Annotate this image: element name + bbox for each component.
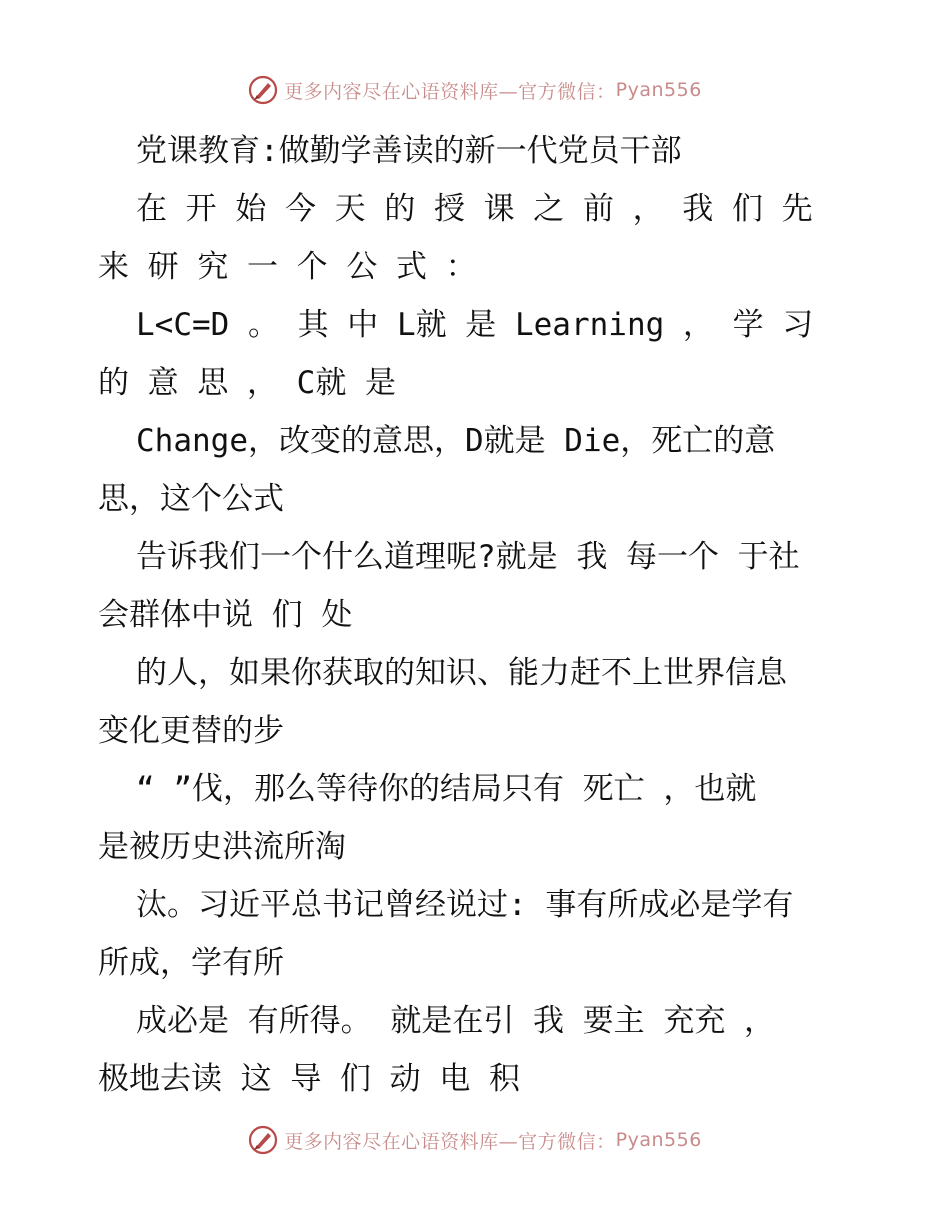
- text-line: 的人，如果你获取的知识、能力赶不上世界信息: [136, 655, 787, 691]
- watermark-text: 更多内容尽在心语资料库—官方微信：: [284, 1130, 616, 1153]
- text-line: 是被历史洪流所淘: [98, 829, 346, 865]
- text-line: L<C=D 。 其 中 L就 是 Learning ， 学 习: [136, 307, 814, 343]
- text-line: “ ”伐，那么等待你的结局只有 死亡 ，也就: [136, 771, 757, 807]
- text-line: 的 意 思 ， C就 是: [98, 365, 396, 401]
- header-watermark: [0, 70, 950, 110]
- pen-logo-icon: [248, 75, 278, 105]
- text-line: 思，这个公式: [98, 481, 284, 517]
- pen-logo-icon: [248, 1125, 278, 1155]
- text-line: 极地去读 这 导 们 动 电 积: [98, 1061, 520, 1097]
- watermark-text: 更多内容尽在心语资料库—官方微信：: [284, 80, 616, 103]
- text-line: 所成，学有所: [98, 945, 284, 981]
- document-body: [98, 122, 858, 1108]
- document-title: 党课教育:做勤学善读的新一代党员干部: [136, 133, 682, 169]
- watermark-account: Pyan556: [615, 79, 702, 101]
- text-line: Change，改变的意思，D就是 Die，死亡的意: [136, 423, 776, 459]
- text-line: 汰。习近平总书记曾经说过: 事有所成必是学有: [136, 887, 794, 923]
- footer-watermark: [0, 1120, 950, 1160]
- text-line: 告诉我们一个什么道理呢?就是 我 每一个 于社: [136, 539, 800, 575]
- text-line: 来 研 究 一 个 公 式 ：: [98, 249, 477, 285]
- text-line: 成必是 有所得。 就是在引 我 要主 充充 ，: [136, 1003, 775, 1039]
- watermark-account: Pyan556: [615, 1129, 702, 1151]
- text-line: 在 开 始 今 天 的 授 课 之 前 ， 我 们 先: [136, 191, 813, 227]
- text-line: 变化更替的步: [98, 713, 284, 749]
- text-line: 会群体中说 们 处: [98, 597, 353, 633]
